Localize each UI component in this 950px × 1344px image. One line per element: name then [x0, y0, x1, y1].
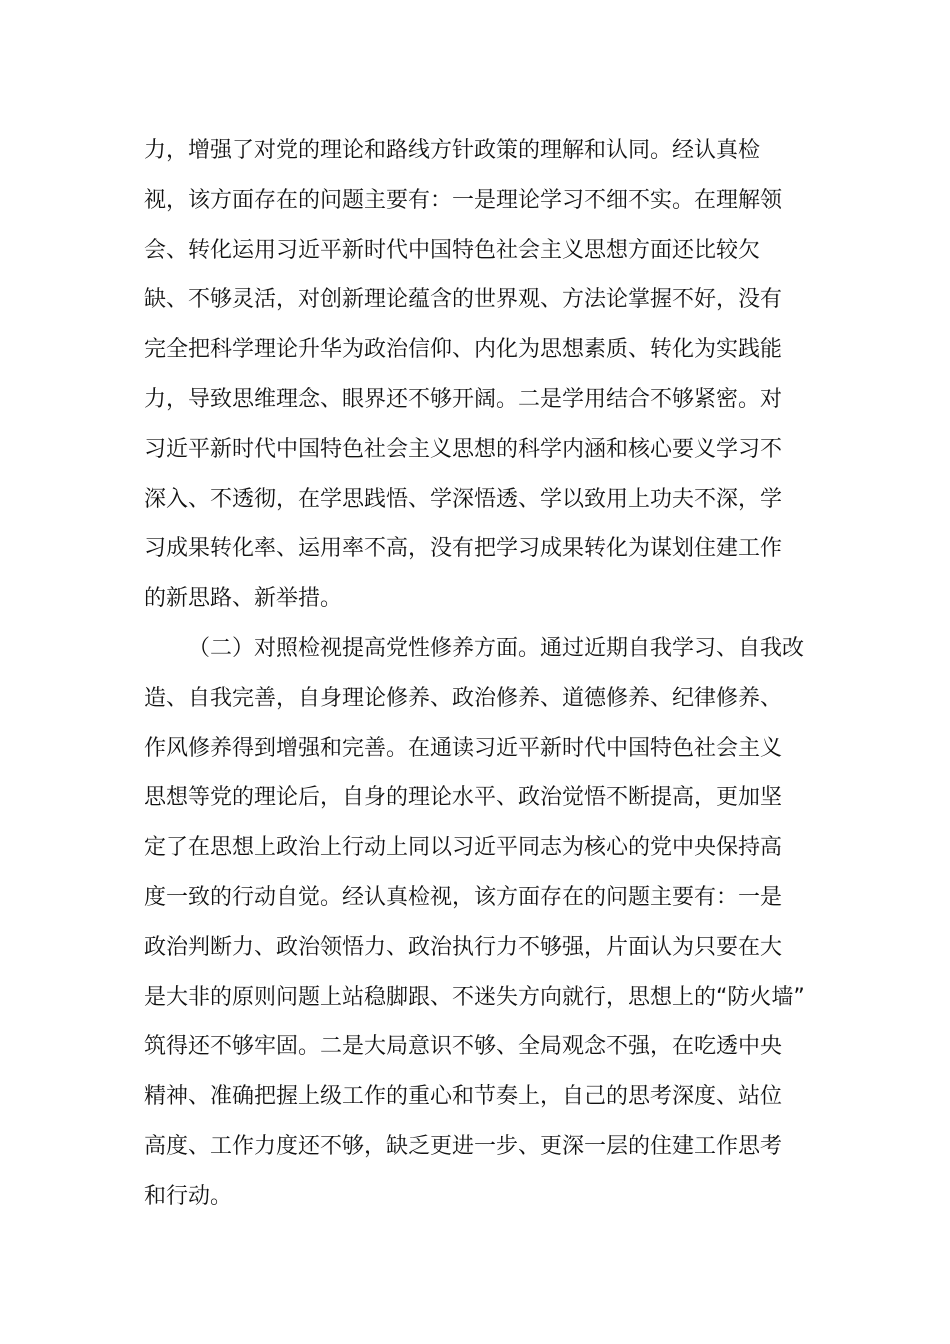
body-text	[144, 126, 810, 1222]
text-line: 政治判断力、政治领悟力、政治执行力不够强，片面认为只要在大	[144, 934, 783, 960]
text-line: 作风修养得到增强和完善。在通读习近平新时代中国特色社会主义	[144, 735, 783, 761]
text-line: 精神、准确把握上级工作的重心和节奏上，自己的思考深度、站位	[144, 1084, 783, 1110]
text-line: 定了在思想上政治上行动上同以习近平同志为核心的党中央保持高	[144, 835, 783, 861]
text-line: 力，导致思维理念、眼界还不够开阔。二是学用结合不够紧密。对	[144, 386, 783, 412]
text-line: 思想等党的理论后，自身的理论水平、政治觉悟不断提高，更加坚	[144, 785, 783, 811]
text-line: 完全把科学理论升华为政治信仰、内化为思想素质、转化为实践能	[144, 337, 783, 363]
text-line: 会、转化运用习近平新时代中国特色社会主义思想方面还比较欠	[144, 237, 761, 263]
text-line: 深入、不透彻，在学思践悟、学深悟透、学以致用上功夫不深，学	[144, 486, 783, 512]
text-line: 力，增强了对党的理论和路线方针政策的理解和认同。经认真检	[144, 138, 761, 163]
text-line: 视，该方面存在的问题主要有：一是理论学习不细不实。在理解领	[144, 187, 783, 213]
text-line: 习成果转化率、运用率不高，没有把学习成果转化为谋划住建工作	[144, 536, 783, 562]
section-heading-line: （二）对照检视提高党性修养方面。通过近期自我学习、自我改	[188, 635, 805, 661]
text-line: 是大非的原则问题上站稳脚跟、不迷失方向就行，思想上的“防火墙”	[144, 984, 805, 1010]
text-line: 筑得还不够牢固。二是大局意识不够、全局观念不强，在吃透中央	[144, 1034, 783, 1060]
text-line: 造、自我完善，自身理论修养、政治修养、道德修养、纪律修养、	[144, 685, 783, 711]
text-line: 的新思路、新举措。	[144, 586, 343, 612]
text-line: 缺、不够灵活，对创新理论蕴含的世界观、方法论掌握不好，没有	[144, 287, 783, 313]
text-line: 高度、工作力度还不够，缺乏更进一步、更深一层的住建工作思考	[144, 1133, 783, 1159]
text-line: 和行动。	[144, 1183, 233, 1209]
text-line: 习近平新时代中国特色社会主义思想的科学内涵和核心要义学习不	[144, 436, 783, 462]
text-line: 度一致的行动自觉。经认真检视，该方面存在的问题主要有：一是	[144, 884, 783, 910]
